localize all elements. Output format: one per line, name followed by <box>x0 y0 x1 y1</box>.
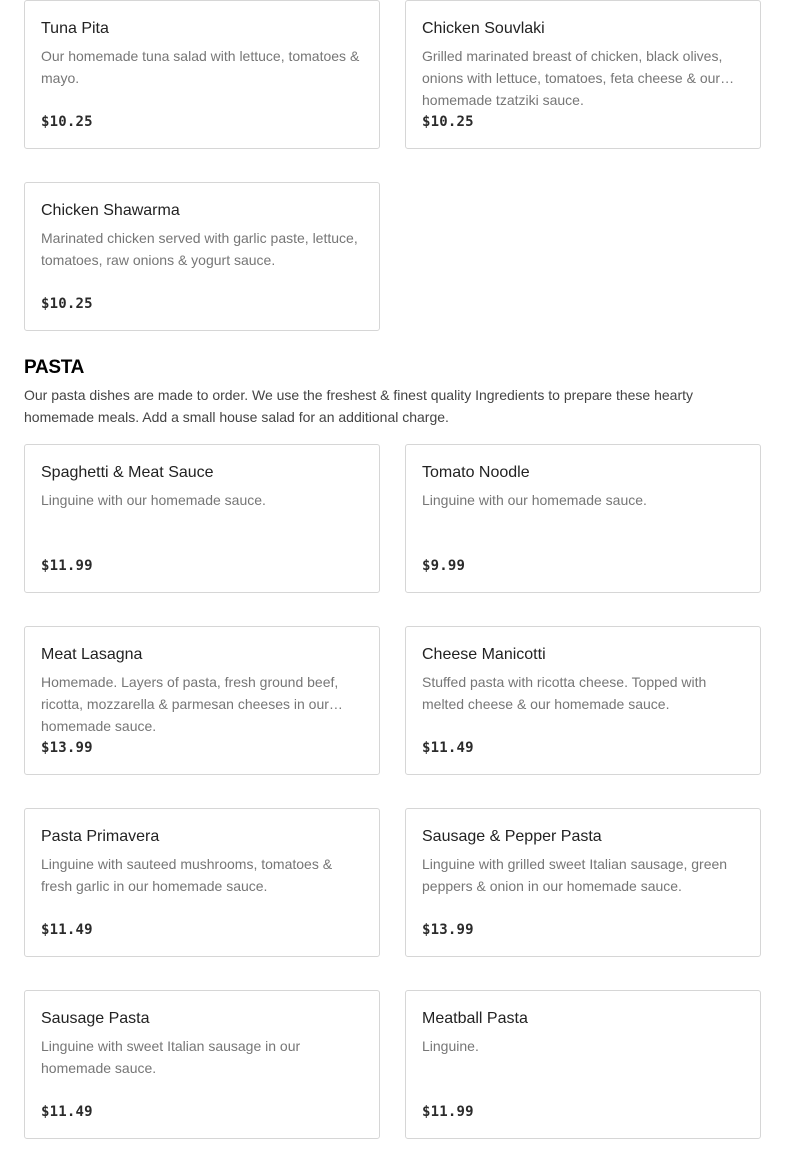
item-price: $11.99 <box>41 558 93 574</box>
menu-item-card[interactable] <box>405 808 761 957</box>
item-description: Linguine with our homemade sauce. <box>41 492 266 508</box>
menu-item-card[interactable] <box>405 990 761 1139</box>
item-price: $11.49 <box>422 740 474 756</box>
item-price: $13.99 <box>422 922 474 938</box>
item-name: Cheese Manicotti <box>422 646 546 663</box>
item-description: Grilled marinated breast of chicken, black olives, onions with lettuce, tomatoes, feta cheese & our homemade tzatziki sauce. <box>422 48 723 108</box>
item-description: Linguine with sauteed mushrooms, tomatoes & fresh garlic in our homemade sauce. <box>41 856 333 894</box>
item-price: $11.99 <box>422 1104 474 1120</box>
menu-item-card[interactable] <box>405 444 761 593</box>
item-name: Sausage & Pepper Pasta <box>422 828 602 845</box>
menu-item-card[interactable] <box>24 626 380 775</box>
item-description: Marinated chicken served with garlic paste, lettuce, tomatoes, raw onions & yogurt sauce. <box>41 230 358 268</box>
item-price: $11.49 <box>41 922 93 938</box>
item-name: Sausage Pasta <box>41 1010 150 1027</box>
item-description: Linguine with sweet Italian sausage in our homemade sauce. <box>41 1038 301 1076</box>
menu-item-card[interactable] <box>24 990 380 1139</box>
section-title: PASTA <box>24 357 85 378</box>
menu-item-card[interactable] <box>405 0 761 149</box>
item-price: $10.25 <box>422 114 474 130</box>
item-name: Pasta Primavera <box>41 828 160 845</box>
item-name: Meat Lasagna <box>41 646 143 663</box>
menu-item-card[interactable] <box>405 626 761 775</box>
item-description: Stuffed pasta with ricotta cheese. Topped with melted cheese & our homemade sauce. <box>422 674 707 712</box>
item-name: Tuna Pita <box>41 20 109 37</box>
item-name: Spaghetti & Meat Sauce <box>41 464 214 481</box>
item-price: $9.99 <box>422 558 466 574</box>
menu-item-card[interactable] <box>24 0 380 149</box>
menu-item-card[interactable] <box>24 444 380 593</box>
menu-item-card[interactable] <box>24 182 380 331</box>
item-price: $11.49 <box>41 1104 93 1120</box>
item-name: Chicken Shawarma <box>41 202 180 219</box>
item-description: Linguine. <box>422 1038 479 1054</box>
item-description: Linguine with grilled sweet Italian sausage, green peppers & onion in our homemade sauce. <box>422 856 728 894</box>
item-description: Our homemade tuna salad with lettuce, tomatoes & mayo. <box>41 48 360 86</box>
item-price: $13.99 <box>41 740 93 756</box>
item-name: Chicken Souvlaki <box>422 20 545 37</box>
item-name: Tomato Noodle <box>422 464 530 481</box>
item-price: $10.25 <box>41 296 93 312</box>
menu-item-card[interactable] <box>24 808 380 957</box>
item-name: Meatball Pasta <box>422 1010 528 1027</box>
item-description: Homemade. Layers of pasta, fresh ground beef, ricotta, mozzarella & parmesan cheeses in our homemade sauce. <box>41 674 339 734</box>
item-price: $10.25 <box>41 114 93 130</box>
item-description: Linguine with our homemade sauce. <box>422 492 647 508</box>
section-description: Our pasta dishes are made to order. We use the freshest & finest quality Ingredients to prepare these hearty homemade meals. Add a small house salad for an additional charge. <box>24 387 694 425</box>
